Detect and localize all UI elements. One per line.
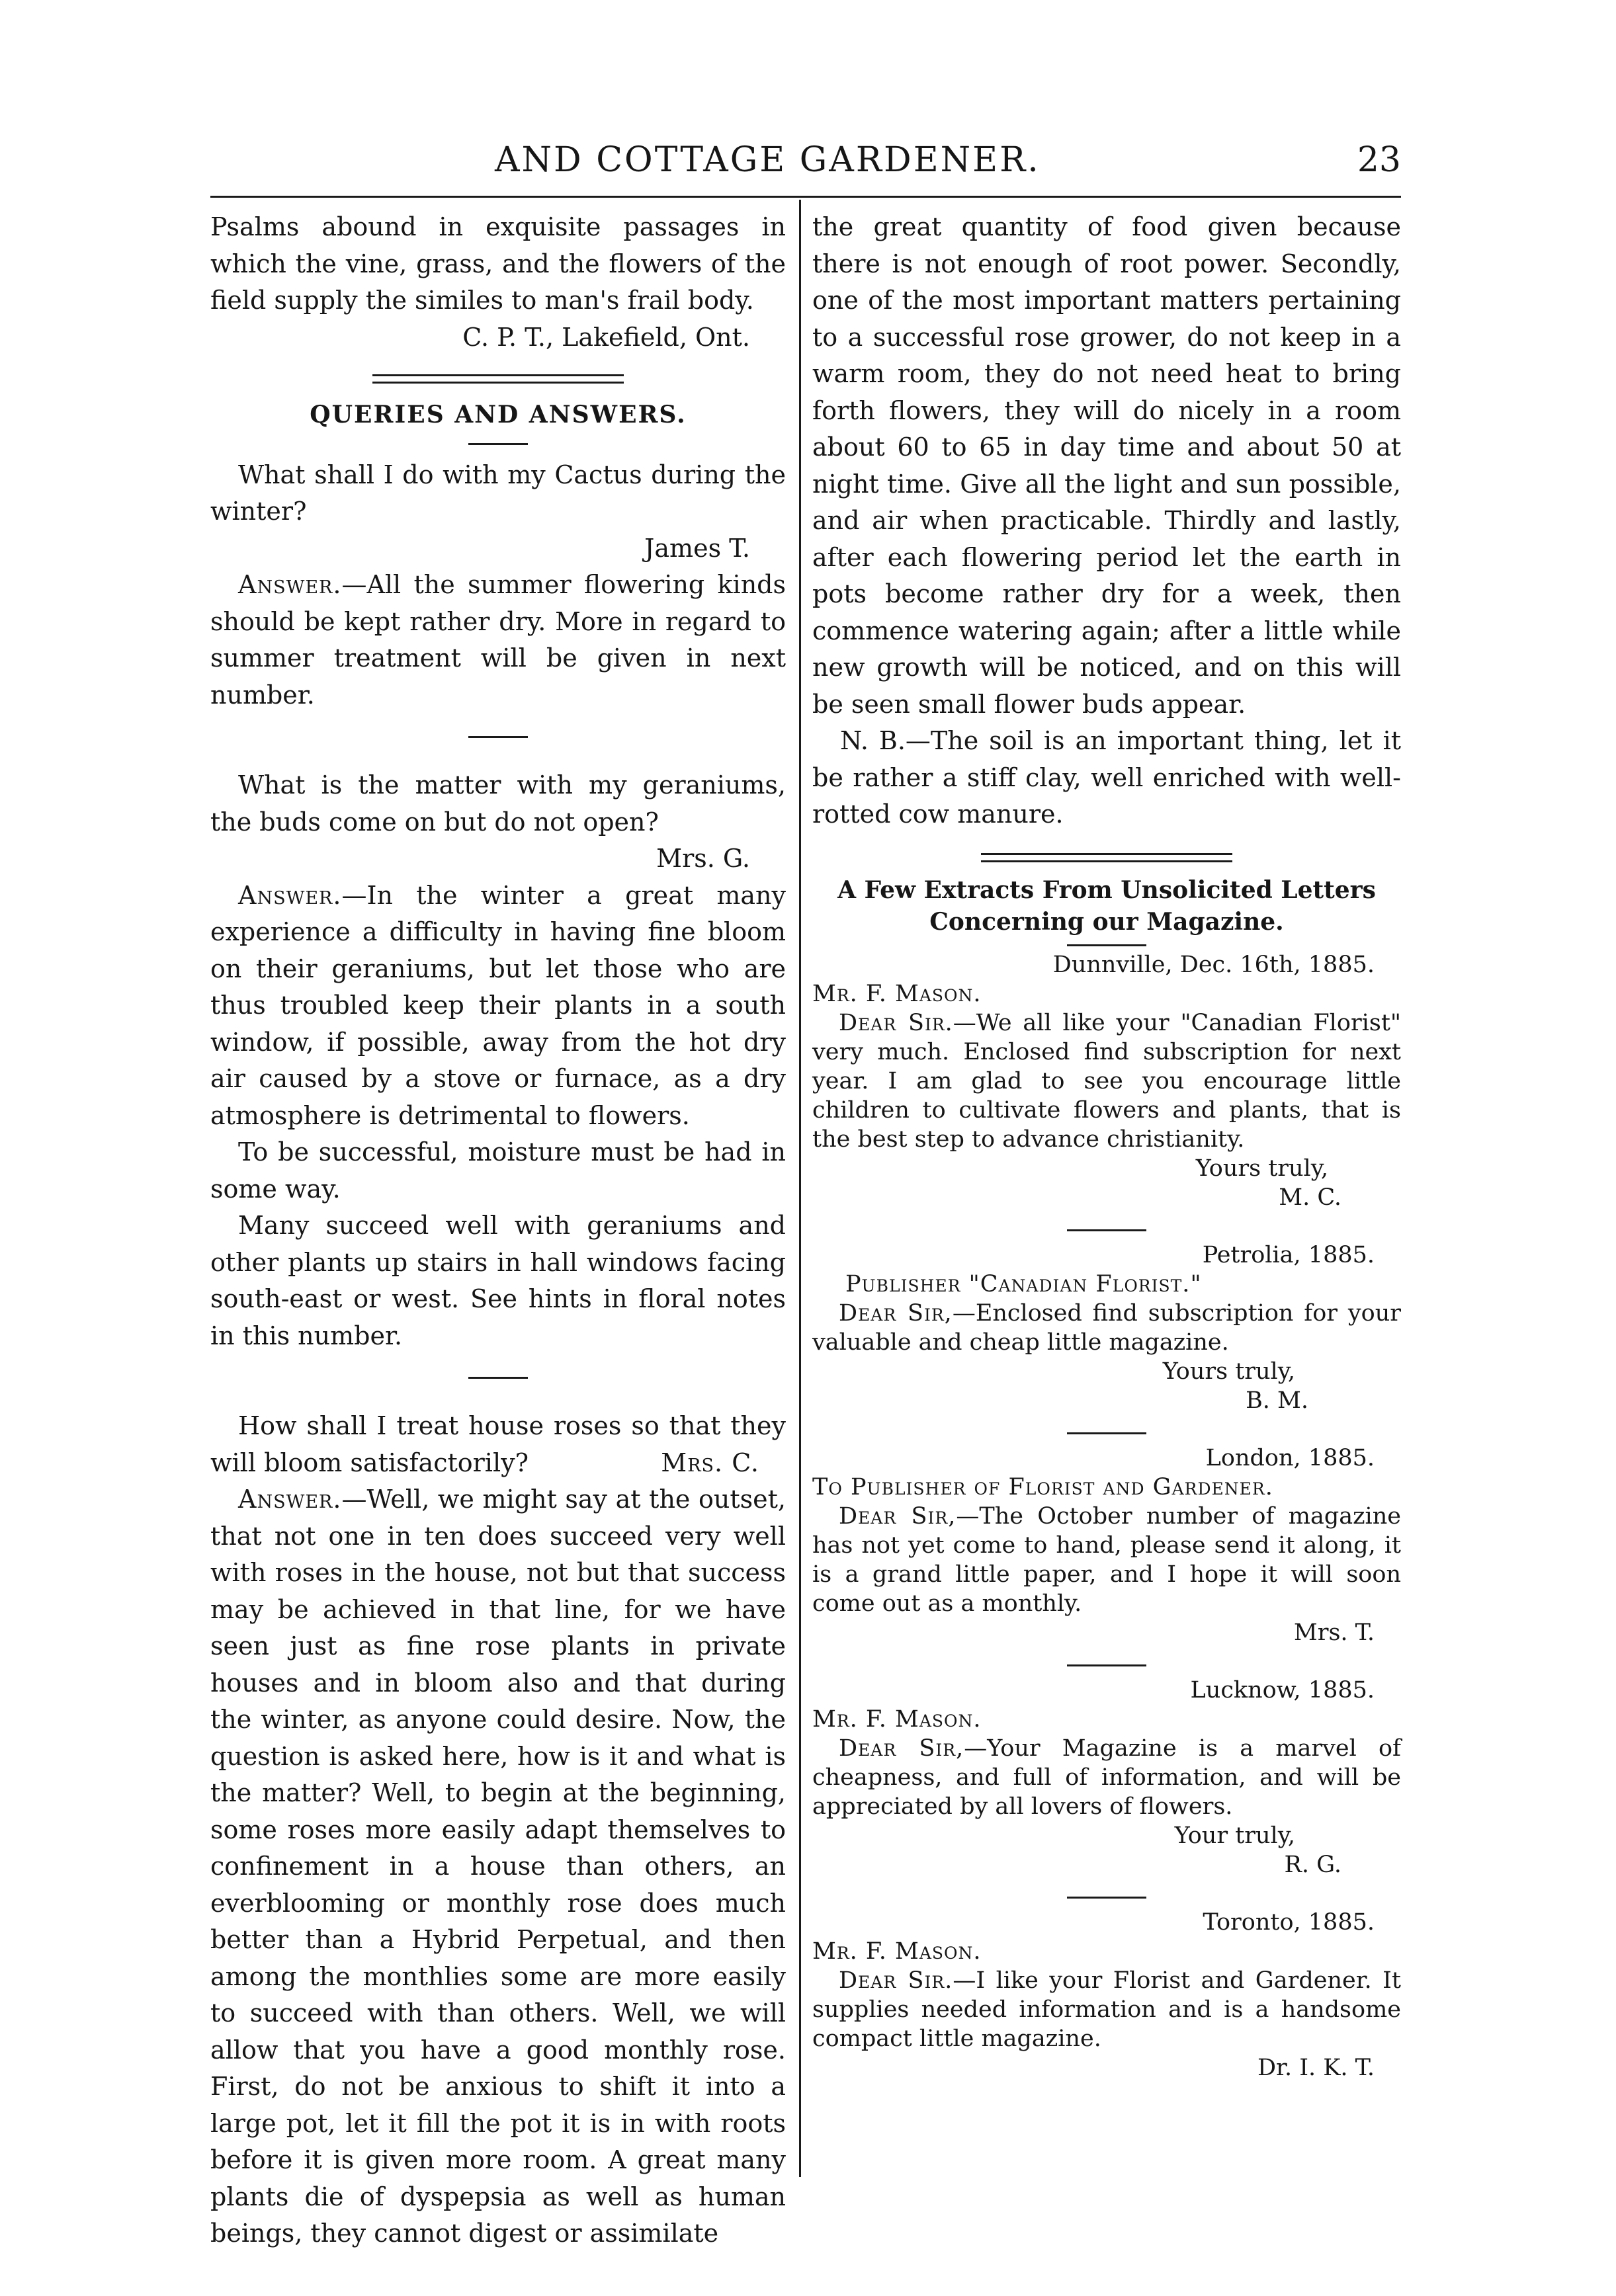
letter-signature: R. G. — [1284, 1851, 1341, 1878]
section-double-rule — [372, 374, 624, 384]
answer-2-para-2: To be successful, moisture must be had in some way. — [210, 1137, 786, 1204]
letter-place-date: Toronto, 1885. — [1203, 1908, 1375, 1936]
letter-place-date: Lucknow, 1885. — [1190, 1676, 1375, 1703]
letter-signature: Mrs. T. — [1293, 1619, 1375, 1646]
letter-3 — [812, 1432, 1401, 1647]
letter-rule — [1067, 1229, 1146, 1231]
letter-addressee: Publisher "Canadian Florist." — [845, 1270, 1202, 1297]
question-separator-rule — [468, 1377, 528, 1379]
header-rule — [210, 196, 1401, 198]
letter-salutation: Dear Sir, — [839, 1299, 953, 1327]
letter-body — [812, 1299, 1401, 1357]
letter-5 — [812, 1897, 1401, 2082]
letter-salutation: Dear Sir. — [839, 1967, 953, 1994]
letter-salutation: Dear Sir, — [839, 1502, 957, 1530]
letter-text: —Your Magazine is a marvel of cheapness, and full of information, and will be appreciated by all lovers of flowers. — [812, 1735, 1401, 1820]
column-divider — [799, 200, 801, 2177]
question-3 — [210, 1408, 786, 1481]
letter-addressee: Mr. F. Mason. — [812, 1705, 982, 1733]
intro-paragraph: Psalms abound in exquisite passages in which the vine, grass, and the flowers of the field supply the similes to man's frail body. — [210, 212, 786, 315]
letter-signature: B. M. — [1246, 1387, 1308, 1414]
letter-place-date: Petrolia, 1885. — [1202, 1241, 1375, 1268]
title-rule — [468, 443, 528, 445]
letter-body — [812, 1966, 1401, 2053]
letter-text: —Enclosed find subscription for your valuable and cheap little magazine. — [812, 1299, 1401, 1356]
page-header — [210, 132, 1401, 192]
question-1-asker: James T. — [644, 533, 750, 563]
answer-1 — [210, 567, 786, 714]
question-2: What is the matter with my geraniums, the buds come on but do not open? — [210, 770, 786, 837]
letter-addressee: Mr. F. Mason. — [812, 980, 982, 1007]
letter-salutation: Dear Sir, — [839, 1735, 964, 1762]
answer-label: Answer. — [238, 880, 342, 910]
letter-body — [812, 1008, 1401, 1154]
intro-signature: C. P. T., Lakefield, Ont. — [462, 322, 750, 352]
question-1: What shall I do with my Cactus during the winter? — [210, 460, 786, 526]
letter-2 — [812, 1229, 1401, 1415]
letter-addressee: Mr. F. Mason. — [812, 1938, 982, 1965]
letter-closing: Yours truly, — [1195, 1155, 1328, 1182]
answer-2-text: —In the winter a great many experience a difficulty in having fine bloom on their geraniums, but let those who are thus troubled keep their plants in a south window, if possible, away from the hot dry air caused by a stove or furnace, as a dry atmosphere is detrimental to flowers. — [210, 880, 786, 1130]
answer-label: Answer. — [238, 1485, 342, 1514]
question-3-text: How shall I treat house roses so that they will bloom satisfactorily? — [210, 1411, 786, 1477]
letters-section-title: A Few Extracts From Unsolicited Letters Concerning our Magazine. — [837, 876, 1376, 936]
letter-signature: Dr. I. K. T. — [1257, 2054, 1375, 2081]
letter-closing: Your truly, — [1174, 1822, 1295, 1849]
letter-body — [812, 1734, 1401, 1821]
question-3-asker: Mrs. C. — [661, 1448, 759, 1477]
answer-2-para-3: Many succeed well with geraniums and other plants up stairs in hall windows facing south-east or west. See hints in floral notes in this number. — [210, 1211, 786, 1350]
page-number: 23 — [1357, 140, 1401, 180]
letter-rule — [1067, 1897, 1146, 1899]
answer-1-text: —All the summer flowering kinds should be kept rather dry. More in regard to summer treatment will be given in next number. — [210, 570, 786, 710]
answer-3-continued: the great quantity of food given because there is not enough of root power. Secondly, one of the most important matters pertaining to a successful rose grower, do not keep in a warm room, they do not need heat to bring forth flowers, they will do nicely in a room about 60 to 65 in day time and about 50 at night time. Give all the light and sun possible, and air when practicable. Thirdly and lastly, after each flowering period let the earth in pots become rather dry for a week, then commence watering again; after a little while new growth will be noticed, and on this will be seen small flower buds appear. — [812, 212, 1401, 719]
letter-1 — [812, 944, 1401, 1212]
question-separator-rule — [468, 736, 528, 738]
letter-signature: M. C. — [1279, 1184, 1341, 1211]
letter-place-date: London, 1885. — [1205, 1444, 1375, 1471]
answer-3-text: —Well, we might say at the outset, that not one in ten does succeed very well with roses in the house, not but that success may be achieved in that line, for we have seen just as fine rose plants in private houses and in bloom also and that during the winter, as anyone could desire. Now, the question is asked here, how is it and what is the matter? Well, to begin at the beginning, some roses more easily adapt themselves to confinement in a house than others, an everblooming or monthly rose does much better than a Hybrid Perpetual, and then among the monthlies some are more easily to succeed with than others. Well, we will allow that you have a good monthly rose. First, do not be anxious to shift it into a large pot, let it fill the pot it is in with roots before it is given more room. A great many plants die of dyspepsia as well as human beings, they cannot digest or assimilate — [210, 1485, 786, 2248]
section-double-rule — [981, 853, 1232, 862]
answer-3 — [210, 1481, 786, 2252]
letter-place-date: Dunnville, Dec. 16th, 1885. — [1052, 951, 1375, 978]
left-column — [210, 209, 786, 2252]
letter-closing: Yours truly, — [1162, 1358, 1295, 1385]
letter-text: —I like your Florist and Gardener. It supplies needed information and is a handsome compact little magazine. — [812, 1967, 1401, 2052]
letter-addressee: To Publisher of Florist and Gardener. — [812, 1473, 1273, 1500]
queries-section-title: QUERIES AND ANSWERS. — [310, 401, 687, 429]
letter-rule — [1067, 1432, 1146, 1434]
answer-2 — [210, 878, 786, 1135]
letter-4 — [812, 1664, 1401, 1879]
answer-label: Answer. — [238, 570, 342, 599]
letter-salutation: Dear Sir. — [839, 1009, 953, 1036]
letter-text: —The October number of magazine has not yet come to hand, please send it along, it is a grand little paper, and I hope it will soon come out as a monthly. — [812, 1502, 1401, 1617]
letter-body — [812, 1502, 1401, 1618]
letter-rule — [1067, 1664, 1146, 1666]
nb-note: N. B.—The soil is an important thing, let it be rather a stiff clay, well enriched with well-rotted cow manure. — [812, 726, 1401, 829]
letter-rule — [1067, 944, 1146, 946]
letter-text: —We all like your "Canadian Florist" very much. Enclosed find subscription for next year. I am glad to see you encourage little children to cultivate flowers and plants, that is the best step to advance christianity. — [812, 1009, 1401, 1153]
running-title: AND COTTAGE GARDENER. — [495, 140, 1041, 180]
right-column — [812, 209, 1401, 2082]
question-2-asker: Mrs. G. — [656, 844, 750, 873]
